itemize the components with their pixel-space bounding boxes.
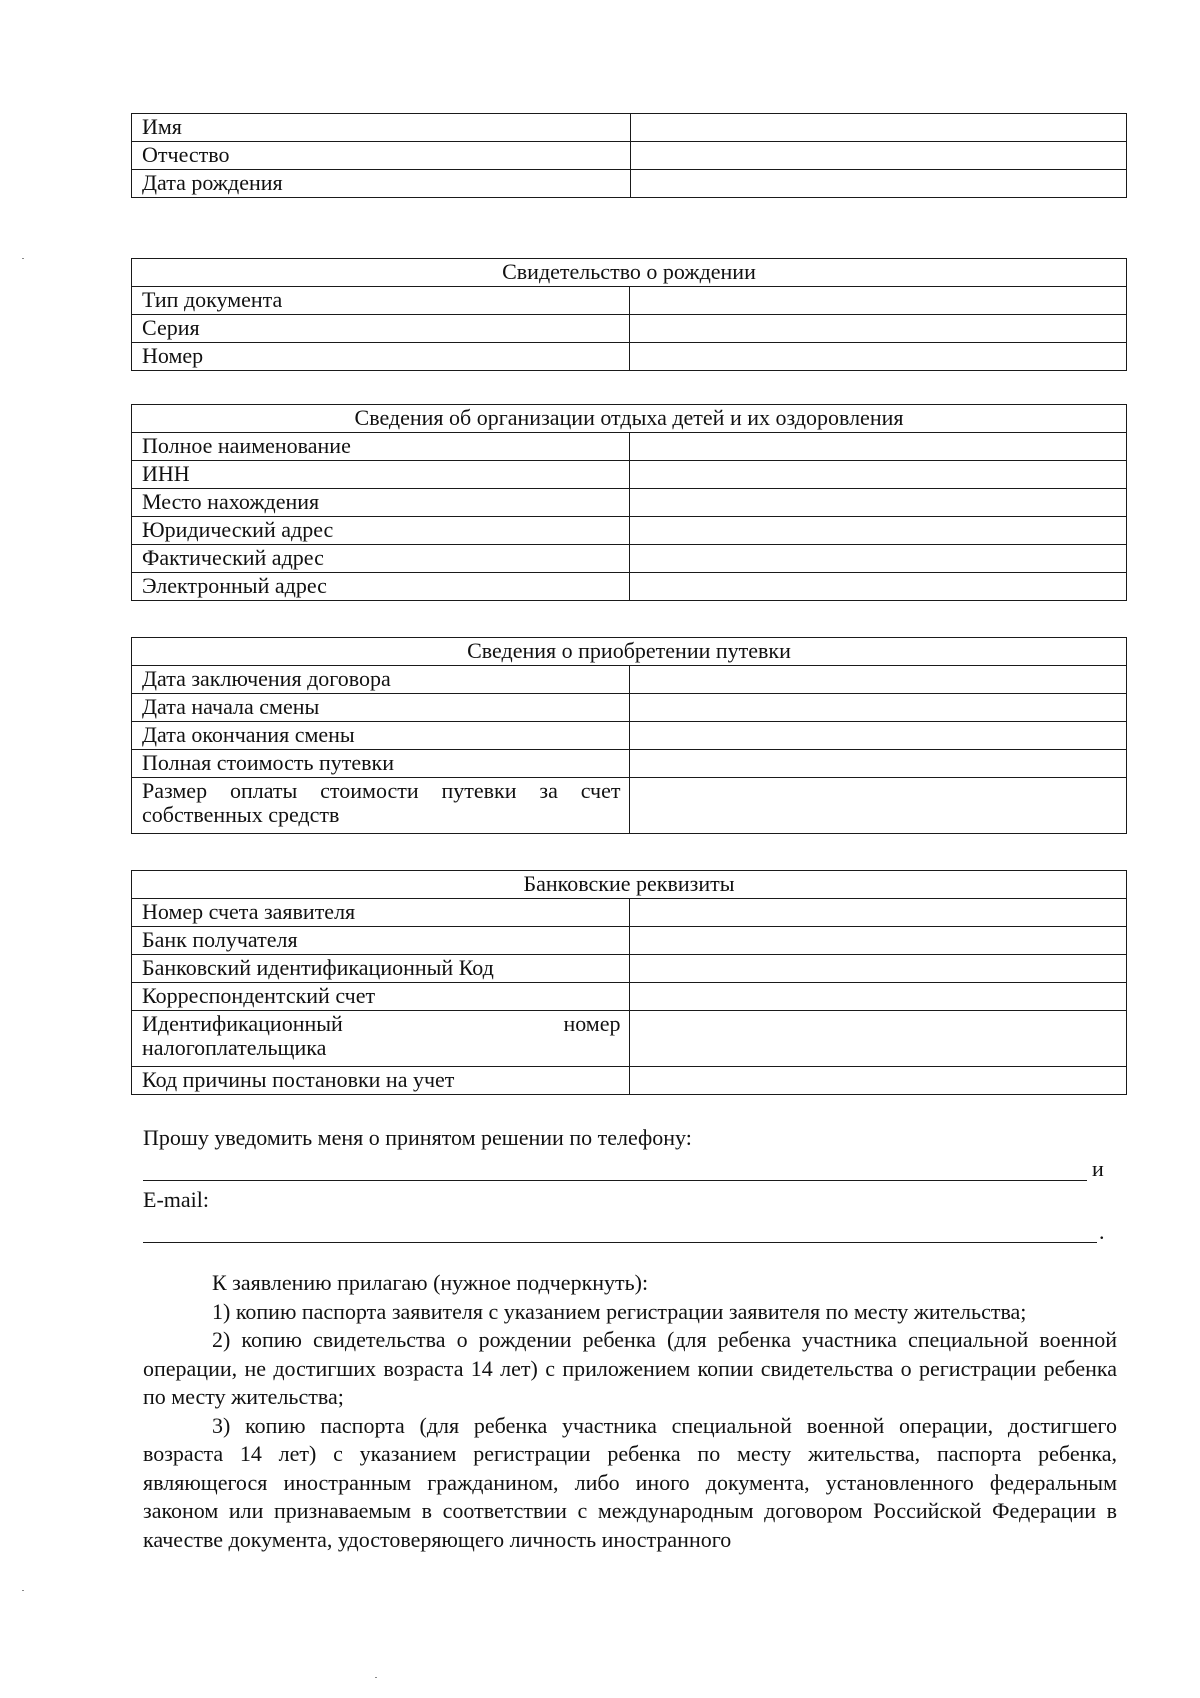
and-text: и bbox=[1092, 1156, 1104, 1181]
table-row bbox=[132, 517, 1127, 545]
attachments-section bbox=[143, 1269, 1117, 1554]
row-label-birth-date: Дата рождения bbox=[132, 170, 631, 198]
row-label-corr-account: Корреспондентский счет bbox=[132, 983, 630, 1011]
field-location[interactable] bbox=[629, 489, 1127, 517]
row-label-account-number: Номер счета заявителя bbox=[132, 899, 630, 927]
field-bank-name[interactable] bbox=[629, 927, 1127, 955]
table-row bbox=[132, 114, 1127, 142]
table-row bbox=[132, 545, 1127, 573]
row-label-line: Размер оплаты стоимости путевки за счет bbox=[142, 778, 621, 803]
row-label-number: Номер bbox=[132, 343, 630, 371]
attachment-item: 2) копию свидетельства о рождении ребенка (для ребенка участника специальной военной операции, не достигших возраста 14 лет) с приложением копии свидетельства о регистрации ребенка по месту жительства; bbox=[143, 1327, 1117, 1409]
voucher-table bbox=[131, 637, 1127, 834]
email-underline bbox=[143, 1242, 1097, 1243]
table-row bbox=[132, 433, 1127, 461]
row-label-line: Идентификационный номер bbox=[142, 1011, 621, 1036]
attachments-intro: К заявлению прилагаю (нужное подчеркнуть): bbox=[212, 1270, 649, 1295]
field-actual-address[interactable] bbox=[629, 545, 1127, 573]
row-label-email-address: Электронный адрес bbox=[132, 573, 630, 601]
table-row bbox=[132, 666, 1127, 694]
field-doc-type[interactable] bbox=[629, 287, 1127, 315]
table-row bbox=[132, 983, 1127, 1011]
row-label-own-funds bbox=[132, 778, 630, 834]
phone-underline bbox=[143, 1180, 1087, 1181]
field-first-name[interactable] bbox=[630, 114, 1127, 142]
field-contract-date[interactable] bbox=[629, 666, 1127, 694]
field-bik[interactable] bbox=[629, 955, 1127, 983]
field-shift-end[interactable] bbox=[629, 722, 1127, 750]
row-label-contract-date: Дата заключения договора bbox=[132, 666, 630, 694]
email-label: E-mail: bbox=[143, 1187, 209, 1212]
bank-details-table bbox=[131, 870, 1127, 1095]
row-label-actual-address: Фактический адрес bbox=[132, 545, 630, 573]
row-label-taxpayer-id bbox=[132, 1011, 630, 1067]
row-label-series: Серия bbox=[132, 315, 630, 343]
table-row bbox=[132, 955, 1127, 983]
table-row bbox=[132, 142, 1127, 170]
scan-speck bbox=[22, 1590, 24, 1591]
field-series[interactable] bbox=[629, 315, 1127, 343]
row-label-kpp: Код причины постановки на учет bbox=[132, 1067, 630, 1095]
table-row bbox=[132, 287, 1127, 315]
field-full-cost[interactable] bbox=[629, 750, 1127, 778]
child-info-table bbox=[131, 113, 1127, 198]
birth-certificate-table bbox=[131, 258, 1127, 371]
field-corr-account[interactable] bbox=[629, 983, 1127, 1011]
scan-speck bbox=[375, 1677, 377, 1678]
attachment-item: 3) копию паспорта (для ребенка участника специальной военной операции, достигшего возраста 14 лет) с указанием регистрации ребенка по месту жительства, паспорта ребенка, являющегося иностранным гражданином, либо иного документа, установленного федеральным законом или признаваемым в соответствии с международным договором Российской Федерации в качестве документа, удостоверяющего личность иностранного bbox=[143, 1412, 1117, 1552]
table-row bbox=[132, 722, 1127, 750]
row-label-bank-name: Банк получателя bbox=[132, 927, 630, 955]
row-label-patronymic: Отчество bbox=[132, 142, 631, 170]
organization-table bbox=[131, 404, 1127, 601]
row-label-full-name: Полное наименование bbox=[132, 433, 630, 461]
table-title: Сведения об организации отдыха детей и их оздоровления bbox=[132, 405, 1127, 433]
table-row bbox=[132, 750, 1127, 778]
field-full-name[interactable] bbox=[629, 433, 1127, 461]
table-row bbox=[132, 694, 1127, 722]
phone-field[interactable] bbox=[143, 1150, 1085, 1178]
field-account-number[interactable] bbox=[629, 899, 1127, 927]
table-title: Сведения о приобретении путевки bbox=[132, 638, 1127, 666]
row-label-line: налогоплательщика bbox=[142, 1035, 327, 1060]
table-row bbox=[132, 927, 1127, 955]
field-legal-address[interactable] bbox=[629, 517, 1127, 545]
row-label-shift-end: Дата окончания смены bbox=[132, 722, 630, 750]
table-row bbox=[132, 315, 1127, 343]
table-row bbox=[132, 778, 1127, 834]
table-row bbox=[132, 899, 1127, 927]
scan-speck bbox=[22, 258, 24, 259]
row-label-location: Место нахождения bbox=[132, 489, 630, 517]
field-number[interactable] bbox=[629, 343, 1127, 371]
table-row bbox=[132, 461, 1127, 489]
row-label-bik: Банковский идентификационный Код bbox=[132, 955, 630, 983]
row-label-doc-type: Тип документа bbox=[132, 287, 630, 315]
attachment-item: 1) копию паспорта заявителя с указанием регистрации заявителя по месту жительства; bbox=[212, 1298, 1027, 1324]
field-birth-date[interactable] bbox=[630, 170, 1127, 198]
row-label-shift-start: Дата начала смены bbox=[132, 694, 630, 722]
table-header-row bbox=[132, 638, 1127, 666]
field-taxpayer-id[interactable] bbox=[629, 1011, 1127, 1067]
end-dot: . bbox=[1099, 1219, 1105, 1244]
email-field[interactable] bbox=[143, 1212, 1093, 1240]
field-email-address[interactable] bbox=[629, 573, 1127, 601]
table-row bbox=[132, 1011, 1127, 1067]
row-label-first-name: Имя bbox=[132, 114, 631, 142]
table-row bbox=[132, 170, 1127, 198]
table-title: Банковские реквизиты bbox=[132, 871, 1127, 899]
notify-request-text: Прошу уведомить меня о принятом решении по телефону: bbox=[143, 1125, 692, 1150]
row-label-legal-address: Юридический адрес bbox=[132, 517, 630, 545]
table-header-row bbox=[132, 871, 1127, 899]
table-row bbox=[132, 343, 1127, 371]
field-patronymic[interactable] bbox=[630, 142, 1127, 170]
field-own-funds[interactable] bbox=[629, 778, 1127, 834]
row-label-inn: ИНН bbox=[132, 461, 630, 489]
field-shift-start[interactable] bbox=[629, 694, 1127, 722]
table-row bbox=[132, 1067, 1127, 1095]
table-row bbox=[132, 489, 1127, 517]
row-label-full-cost: Полная стоимость путевки bbox=[132, 750, 630, 778]
table-row bbox=[132, 573, 1127, 601]
row-label-line: собственных средств bbox=[142, 802, 340, 827]
table-title: Свидетельство о рождении bbox=[132, 259, 1127, 287]
table-header-row bbox=[132, 405, 1127, 433]
field-kpp[interactable] bbox=[629, 1067, 1127, 1095]
field-inn[interactable] bbox=[629, 461, 1127, 489]
table-header-row bbox=[132, 259, 1127, 287]
